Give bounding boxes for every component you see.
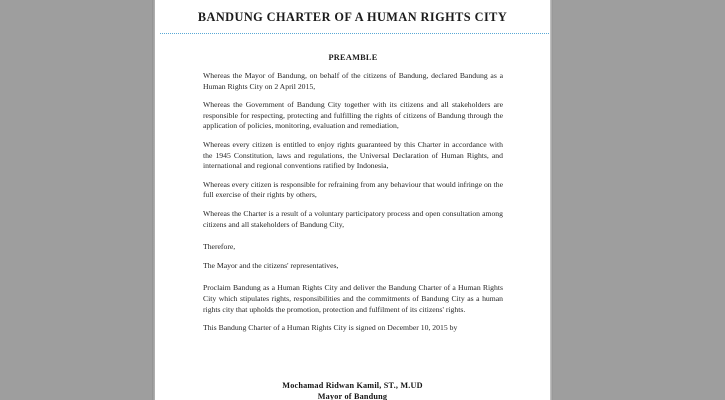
page-title: BANDUNG CHARTER OF A HUMAN RIGHTS CITY bbox=[197, 10, 508, 24]
paragraph: Whereas the Charter is a result of a voluntary participatory process and open consultation among citizens and all stakeholders of Bandung City, bbox=[203, 208, 503, 229]
signatory-name: Mochamad Ridwan Kamil, ST., M.UD bbox=[282, 381, 423, 390]
document-page bbox=[155, 0, 550, 400]
section-heading-preamble: PREAMBLE bbox=[328, 53, 378, 62]
paragraph-signatories: The Mayor and the citizens' representatives, bbox=[203, 260, 339, 270]
paragraph: Whereas every citizen is entitled to enjoy rights guaranteed by this Charter in accordance with the 1945 Constitution, laws and regulations, the Universal Declaration of Human Rights, and international and regional conventions ratified by Indonesia, bbox=[203, 139, 503, 171]
paragraph: Whereas the Government of Bandung City together with its citizens and all stakeholders are responsible for respecting, protecting and fulfilling the rights of citizens of Bandung through the application of policies, monitoring, evaluation and remediation, bbox=[203, 100, 503, 131]
paragraph: Whereas the Mayor of Bandung, on behalf of the citizens of Bandung, declared Bandung as a Human Rights City on 2 April 2015, bbox=[203, 71, 503, 91]
paragraph: Whereas every citizen is responsible for refraining from any behaviour that would infringe on the full exercise of their rights by others, bbox=[203, 179, 503, 200]
paragraph-therefore: Therefore, bbox=[203, 242, 236, 252]
title-divider bbox=[160, 33, 550, 34]
paragraph-signing-date: This Bandung Charter of a Human Rights City is signed on December 10, 2015 by bbox=[203, 323, 458, 333]
page-edge-right bbox=[550, 0, 553, 400]
signature-block bbox=[155, 380, 550, 400]
document-body bbox=[203, 52, 503, 342]
paragraph-proclamation: Proclaim Bandung as a Human Rights City and deliver the Bandung Charter of a Human Rights City which stipulates rights, responsibilities and the commitments of Bandung City as a human rights city that upholds the promotion, protection and fulfilment of its citizens' rights. bbox=[203, 283, 503, 314]
signatory-role: Mayor of Bandung bbox=[317, 392, 388, 400]
